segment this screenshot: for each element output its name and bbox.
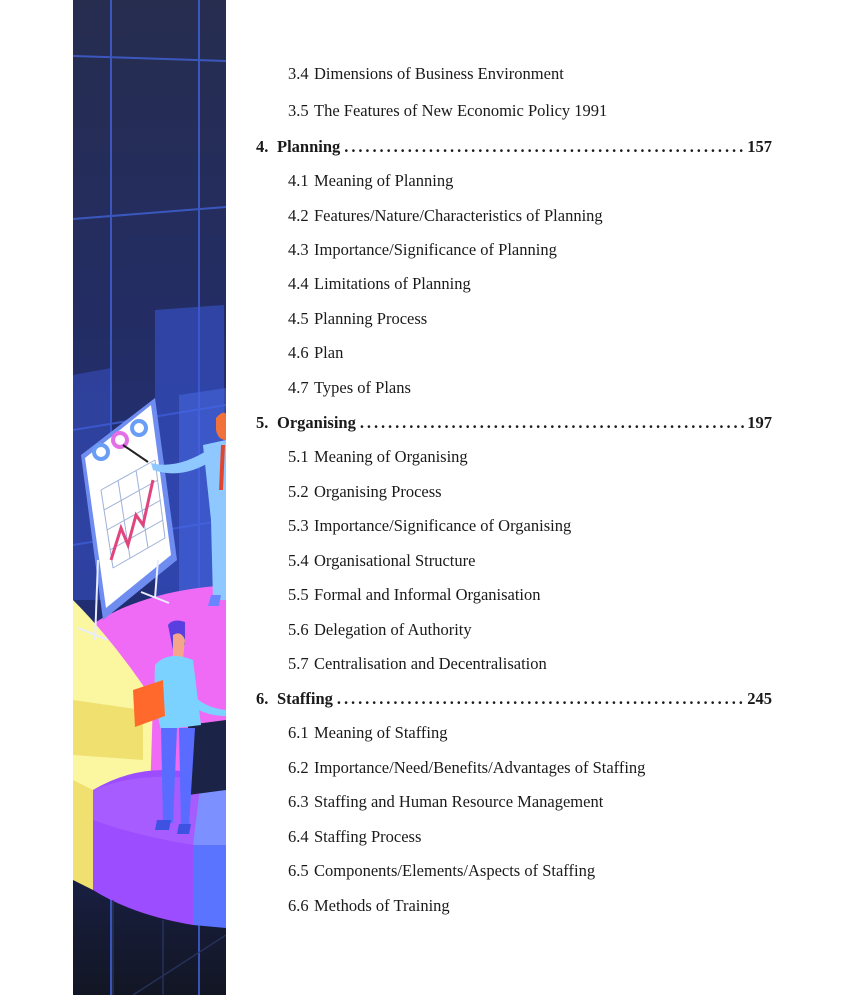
toc-section-3-5[interactable] [288,101,607,121]
toc-section-4-3[interactable] [288,240,557,260]
toc-section-4-1[interactable] [288,171,453,191]
toc-section-5-4[interactable] [288,551,475,571]
section-number: 5.2 [288,482,309,501]
toc-section-5-1[interactable] [288,447,468,467]
section-number: 5.6 [288,620,309,639]
toc-section-5-3[interactable] [288,516,571,536]
chapter-title: Staffing [277,689,333,708]
section-number: 5.4 [288,551,309,570]
section-number: 6.6 [288,896,309,915]
section-title: Importance/Significance of Planning [314,240,557,259]
toc-chapter-organising[interactable] [256,413,772,433]
section-title: Limitations of Planning [314,274,471,293]
section-title: Methods of Training [314,896,450,915]
section-number: 4.3 [288,240,309,259]
section-title: Delegation of Authority [314,620,472,639]
section-title: Importance/Need/Benefits/Advantages of Staffing [314,758,646,777]
section-title: Features/Nature/Characteristics of Planning [314,206,603,225]
section-number: 4.2 [288,206,309,225]
section-number: 5.3 [288,516,309,535]
toc-section-5-5[interactable] [288,585,541,605]
toc-section-4-7[interactable] [288,378,411,398]
section-title: Importance/Significance of Organising [314,516,572,535]
section-title: Dimensions of Business Environment [314,64,564,83]
toc-chapter-planning[interactable] [256,137,772,157]
section-title: Planning Process [314,309,428,328]
section-title: Plan [314,343,344,362]
section-number: 4.4 [288,274,309,293]
toc-section-3-4[interactable] [288,64,564,84]
chapter-page-number: 157 [747,137,772,156]
toc-chapter-staffing[interactable] [256,689,772,709]
toc-section-6-3[interactable] [288,792,603,812]
section-number: 3.4 [288,64,309,83]
dot-leader [337,689,744,709]
chapter-page-number: 197 [747,413,772,432]
toc-section-6-2[interactable] [288,758,645,778]
chapter-number: 6. [256,689,269,708]
section-number: 6.3 [288,792,309,811]
toc-section-4-6[interactable] [288,343,343,363]
section-title: Components/Elements/Aspects of Staffing [314,861,596,880]
section-number: 4.5 [288,309,309,328]
section-title: The Features of New Economic Policy 1991 [314,101,608,120]
toc-section-5-2[interactable] [288,482,442,502]
section-number: 5.7 [288,654,309,673]
toc-section-4-4[interactable] [288,274,471,294]
section-number: 6.4 [288,827,309,846]
toc-section-6-4[interactable] [288,827,421,847]
chapter-title: Organising [277,413,356,432]
section-title: Meaning of Organising [314,447,468,466]
section-title: Types of Plans [314,378,411,397]
section-title: Formal and Informal Organisation [314,585,541,604]
section-number: 3.5 [288,101,309,120]
section-title: Staffing and Human Resource Management [314,792,604,811]
toc-section-4-2[interactable] [288,206,603,226]
section-number: 6.2 [288,758,309,777]
chapter-page-number: 245 [747,689,772,708]
section-title: Staffing Process [314,827,422,846]
section-number: 4.6 [288,343,309,362]
chapter-number: 5. [256,413,269,432]
toc-section-6-1[interactable] [288,723,448,743]
section-title: Meaning of Staffing [314,723,448,742]
section-title: Meaning of Planning [314,171,454,190]
toc-section-5-6[interactable] [288,620,472,640]
toc-section-6-5[interactable] [288,861,595,881]
section-number: 4.1 [288,171,309,190]
section-number: 4.7 [288,378,309,397]
dot-leader [344,137,744,157]
section-title: Organisational Structure [314,551,476,570]
toc-section-4-5[interactable] [288,309,427,329]
section-number: 6.1 [288,723,309,742]
section-title: Centralisation and Decentralisation [314,654,547,673]
section-number: 5.5 [288,585,309,604]
section-number: 6.5 [288,861,309,880]
section-title: Organising Process [314,482,442,501]
chapter-number: 4. [256,137,269,156]
section-number: 5.1 [288,447,309,466]
toc-section-6-6[interactable] [288,896,450,916]
dot-leader [360,413,744,433]
toc-section-5-7[interactable] [288,654,547,674]
chapter-title: Planning [277,137,341,156]
